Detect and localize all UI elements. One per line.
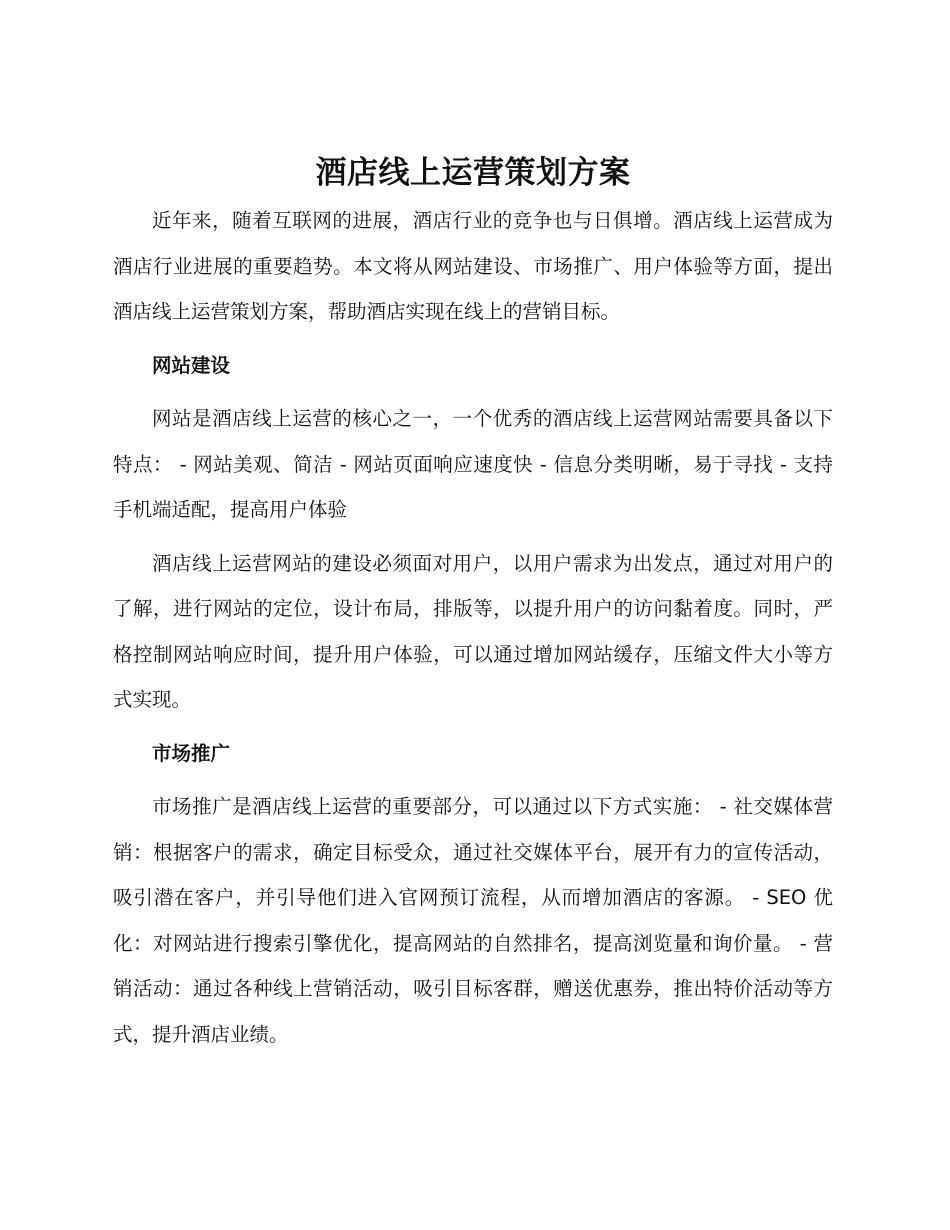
spacer [113,335,833,343]
spacer [113,533,833,541]
section-heading-website: 网站建设 [152,353,231,377]
spacer [113,723,833,731]
spacer [113,776,833,784]
document-page [113,150,833,1057]
website-paragraph-1: 网站是酒店线上运营的核心之一，一个优秀的酒店线上运营网站需要具备以下特点： - 网站美观、简洁 - 网站页面响应速度快 - 信息分类明晰，易于寻找 - 支持手机端适配，提高用户体验 [113,407,833,521]
intro-paragraph: 近年来，随着互联网的进展，酒店行业的竞争也与日俱增。酒店线上运营成为酒店行业进展的重要趋势。本文将从网站建设、市场推广、用户体验等方面，提出酒店线上运营策划方案，帮助酒店实现在线上的营销目标。 [113,209,833,323]
spacer [113,388,833,396]
section-heading-marketing: 市场推广 [152,741,231,765]
website-paragraph-2: 酒店线上运营网站的建设必须面对用户，以用户需求为出发点，通过对用户的了解，进行网站的定位，设计布局，排版等，以提升用户的访问黏着度。同时，严格控制网站响应时间，提升用户体验，可以通过增加网站缓存，压缩文件大小等方式实现。 [113,551,833,711]
document-title: 酒店线上运营策划方案 [315,155,631,191]
marketing-paragraph-1: 市场推广是酒店线上运营的重要部分，可以通过以下方式实施： - 社交媒体营销：根据客户的需求，确定目标受众，通过社交媒体平台，展开有力的宣传活动，吸引潜在客户，并引导他们进入官网预订流程，从而增加酒店的客源。 - SEO 优化：对网站进行搜索引擎优化，提高网站的自然排名，提高浏览量和询价量。 - 营销活动：通过各种线上营销活动，吸引目标客群，赠送优惠券，推出特价活动等方式，提升酒店业绩。 [113,795,833,1046]
